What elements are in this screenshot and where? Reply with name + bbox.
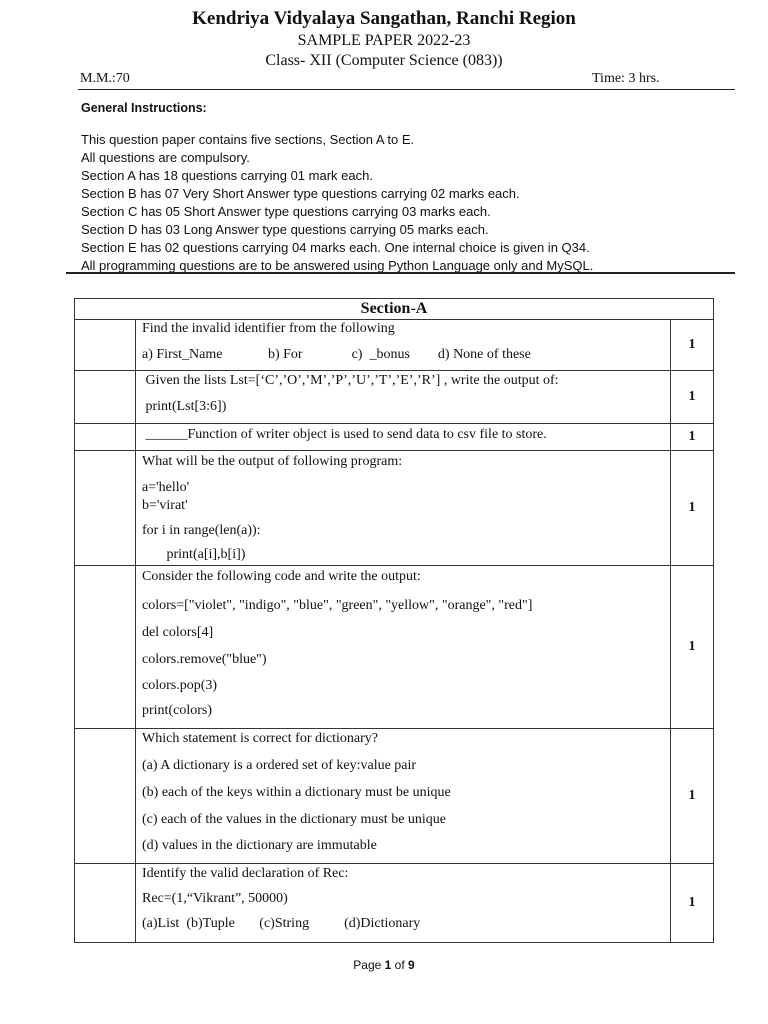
max-marks: M.M.:70 <box>80 71 130 86</box>
question-text <box>136 320 671 370</box>
question-text <box>136 729 671 863</box>
question-marks: 1 <box>688 429 696 444</box>
question-row <box>74 864 714 943</box>
question-line: Identify the valid declaration of Rec: <box>142 866 349 881</box>
instruction-item: All questions are compulsory. <box>81 150 250 165</box>
question-line: Rec=(1,“Vikrant”, 50000) <box>142 891 288 906</box>
section-a-table <box>74 298 714 943</box>
question-line: b='virat' <box>142 498 188 513</box>
instruction-item: All programming questions are to be answered using Python Language only and MySQL. <box>81 258 594 273</box>
instruction-item: This question paper contains five sections, Section A to E. <box>81 132 415 147</box>
question-row <box>74 424 714 451</box>
question-marks: 1 <box>688 895 696 910</box>
question-row <box>74 451 714 566</box>
question-row <box>74 371 714 424</box>
instructions-divider <box>66 272 735 274</box>
question-text <box>136 566 671 728</box>
question-number-cell <box>75 424 136 450</box>
instruction-item: Section D has 03 Long Answer type questions carrying 05 marks each. <box>81 222 489 237</box>
question-text <box>136 424 671 450</box>
question-marks: 1 <box>688 639 696 654</box>
question-line: (d) values in the dictionary are immutable <box>142 838 377 853</box>
question-line: ______Function of writer object is used to send data to csv file to store. <box>142 427 547 442</box>
class-line: Class- XII (Computer Science (083)) <box>265 52 503 69</box>
question-line: Consider the following code and write the output: <box>142 569 421 584</box>
question-number-cell <box>75 864 136 942</box>
question-line: print(a[i],b[i]) <box>142 547 246 562</box>
question-line: colors.pop(3) <box>142 678 218 693</box>
question-number-cell <box>75 729 136 863</box>
page-mid: of <box>391 958 409 972</box>
question-line: (a)List (b)Tuple (c)String (d)Dictionary <box>142 916 421 931</box>
question-text <box>136 864 671 942</box>
question-line: What will be the output of following program: <box>142 454 403 469</box>
question-row <box>74 729 714 864</box>
school-title: Kendriya Vidyalaya Sangathan, Ranchi Region <box>192 8 576 29</box>
page-footer <box>0 958 768 972</box>
question-marks: 1 <box>688 788 696 803</box>
question-line: print(colors) <box>142 703 212 718</box>
question-line: colors.remove("blue") <box>142 652 267 667</box>
question-line: a) First_Name b) For c) _bonus d) None of these <box>142 347 531 362</box>
question-line: (a) A dictionary is a ordered set of key:value pair <box>142 758 417 773</box>
question-text <box>136 451 671 565</box>
page-number: 1 <box>384 958 392 972</box>
paper-subtitle: SAMPLE PAPER 2022-23 <box>297 32 471 49</box>
question-line: del colors[4] <box>142 625 214 640</box>
section-title: Section-A <box>74 298 714 320</box>
instruction-item: Section C has 05 Short Answer type questions carrying 03 marks each. <box>81 204 491 219</box>
question-row <box>74 320 714 371</box>
question-text <box>136 371 671 423</box>
instruction-item: Section B has 07 Very Short Answer type questions carrying 02 marks each. <box>81 186 520 201</box>
question-line: Given the lists Lst=[‘C’,’O’,’M’,’P’,’U’,’T’,’E’,’R’] , write the output of: <box>142 373 559 388</box>
page-total: 9 <box>408 958 415 972</box>
question-number-cell <box>75 566 136 728</box>
question-line: a='hello' <box>142 480 190 495</box>
question-number-cell <box>75 320 136 370</box>
question-line: for i in range(len(a)): <box>142 523 261 538</box>
question-marks: 1 <box>688 500 696 515</box>
instructions-list <box>81 131 593 275</box>
question-marks: 1 <box>688 337 696 352</box>
time-allowed: Time: 3 hrs. <box>592 71 660 86</box>
question-row <box>74 566 714 729</box>
question-number-cell <box>75 451 136 565</box>
question-line: colors=["violet", "indigo", "blue", "green", "yellow", "orange", "red"] <box>142 598 533 613</box>
question-line: print(Lst[3:6]) <box>142 399 227 414</box>
question-number-cell <box>75 371 136 423</box>
question-line: (c) each of the values in the dictionary must be unique <box>142 812 447 827</box>
question-line: Find the invalid identifier from the following <box>142 321 395 336</box>
question-line: Which statement is correct for dictionary? <box>142 731 378 746</box>
instructions-heading: General Instructions: <box>81 101 207 115</box>
header-divider <box>78 89 735 90</box>
question-line: (b) each of the keys within a dictionary must be unique <box>142 785 451 800</box>
page-prefix: Page <box>353 958 385 972</box>
question-marks: 1 <box>688 389 696 404</box>
instruction-item: Section A has 18 questions carrying 01 mark each. <box>81 168 373 183</box>
instruction-item: Section E has 02 questions carrying 04 marks each. One internal choice is given in Q34. <box>81 240 590 255</box>
